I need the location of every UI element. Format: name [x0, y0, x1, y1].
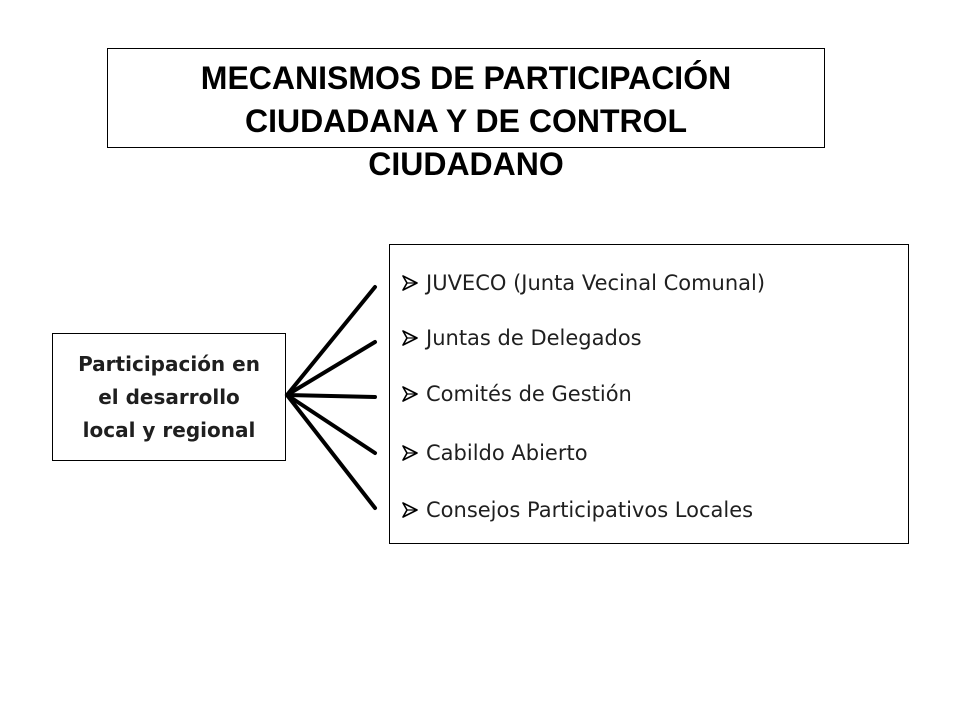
- title-line-2: CIUDADANA Y DE CONTROL: [244, 103, 688, 139]
- list-item: [402, 321, 642, 355]
- connector-line-3: [287, 395, 375, 397]
- connector-line-4: [287, 395, 375, 453]
- list-item-label: Juntas de Delegados: [426, 326, 642, 350]
- arrow-bullet-icon: [402, 275, 418, 291]
- arrow-bullet-icon: [402, 330, 418, 346]
- source-node-line-2: el desarrollo: [98, 384, 240, 409]
- list-item-label: Consejos Participativos Locales: [426, 498, 754, 522]
- source-node-line-1: Participación en: [78, 351, 260, 376]
- arrow-bullet-icon: [402, 502, 418, 518]
- connector-line-2: [287, 342, 375, 395]
- connector-line-1: [287, 287, 375, 395]
- list-item: [402, 266, 765, 300]
- title-line-1: MECANISMOS DE PARTICIPACIÓN: [200, 60, 732, 96]
- list-item-label: Cabildo Abierto: [426, 441, 588, 465]
- list-item-label: JUVECO (Junta Vecinal Comunal): [426, 271, 766, 295]
- list-item-label: Comités de Gestión: [426, 382, 632, 406]
- connector-line-5: [287, 395, 375, 508]
- list-item: [402, 377, 632, 411]
- arrow-bullet-icon: [402, 386, 418, 402]
- list-item: [402, 436, 588, 470]
- title-line-3: CIUDADANO: [368, 146, 564, 182]
- list-item: [402, 493, 753, 527]
- source-node-line-3: local y regional: [82, 417, 256, 442]
- arrow-bullet-icon: [402, 445, 418, 461]
